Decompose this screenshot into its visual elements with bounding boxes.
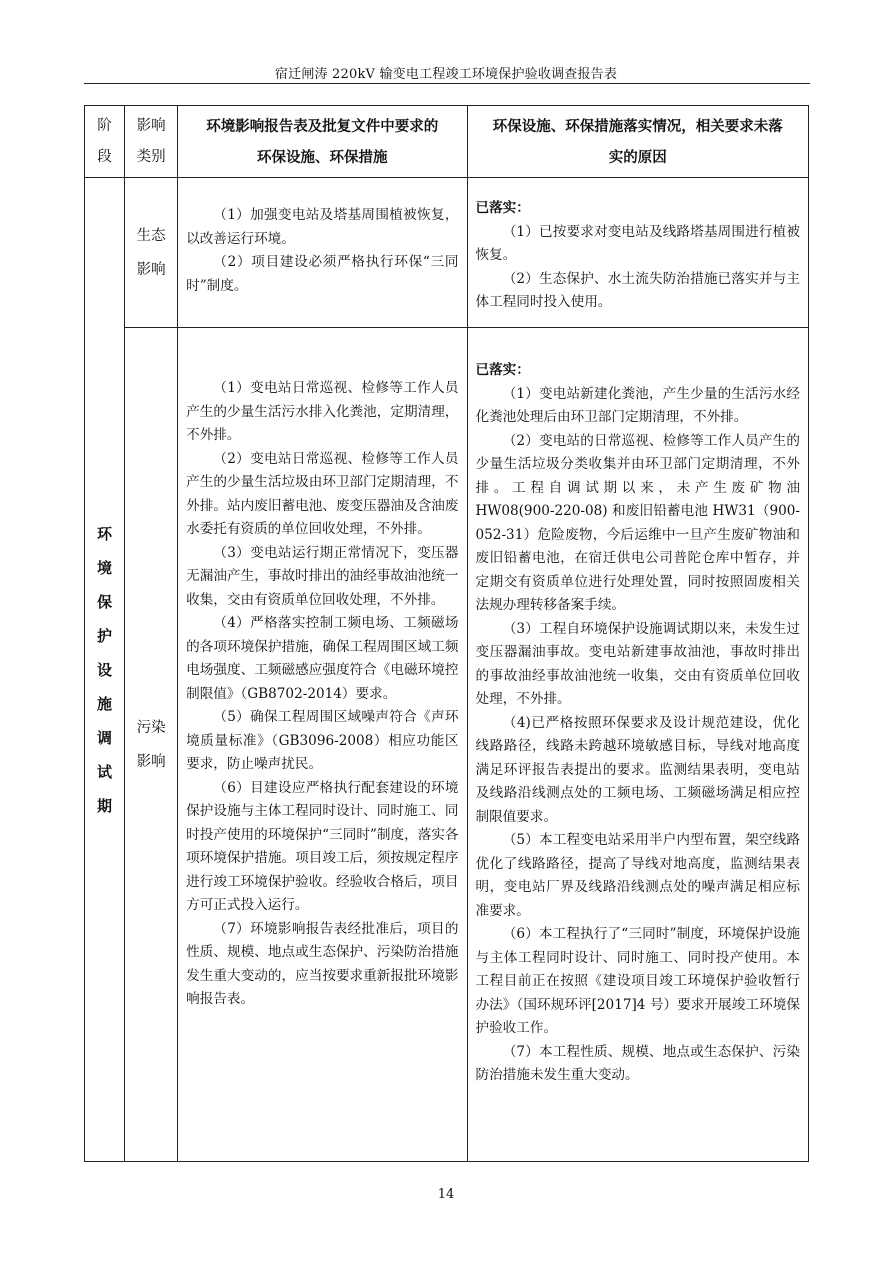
requirement-item: （3）变电站运行期正常情况下，变压器无漏油产生，事故时排出的油经事故油池统一收集，交由有资质单位回收处理，不外排。 (186, 544, 459, 608)
requirement-item: （4）严格落实控制工频电场、工频磁场的各项环境保护措施，确保工程周围区域工频电场强度、工频磁感应强度符合《电磁环境控制限值》（GB8702-2014）要求。 (186, 615, 459, 702)
header-requirements: 环境影响报告表及批复文件中要求的 环保设施、环保措施 (178, 106, 467, 178)
page-number: 14 (437, 1187, 455, 1202)
implementation-pollution (467, 328, 809, 1162)
header-category: 影响 类别 (125, 106, 178, 178)
table-header-row (85, 106, 809, 178)
requirement-item: （1）变电站日常巡视、检修等工作人员产生的少量生活污水排入化粪池，定期清理，不外排。 (186, 380, 459, 443)
requirement-item: （6）目建设应严格执行配套建设的环境保护设施与主体工程同时设计、同时施工、同时投产使用的环境保护“三同时”制度，落实各项环境保护措施。项目竣工后，须按规定程序进行竣工环境保护验收。经验收合格后，项目方可正式投入运行。 (186, 779, 459, 913)
implementation-item: （1）已按要求对变电站及线路塔基周围进行植被恢复。 (475, 223, 800, 263)
requirements-pollution (178, 328, 467, 1162)
requirement-item: （7）环境影响报告表经批准后，项目的性质、规模、地点或生态保护、污染防治措施发生重大变动的，应当按要求重新报批环境影响报告表。 (186, 920, 459, 1007)
status-label: 已落实： (475, 200, 530, 216)
requirement-item: （5）确保工程周围区域噪声符合《声环境质量标准》（GB3096-2008）相应功能区要求，防止噪声扰民。 (186, 709, 459, 772)
implementation-item: （2）生态保护、水土流失防治措施已落实并与主体工程同时投入使用。 (475, 270, 800, 310)
implementation-item: （6）本工程执行了“三同时”制度，环境保护设施与主体工程同时设计、同时施工、同时投产使用。本工程目前正在按照《建设项目竣工环境保护验收暂行办法》（国环规环评[2017]4 号）要求开展竣工环境保护验收工作。 (475, 926, 800, 1036)
acceptance-table (84, 105, 809, 1162)
implementation-item: （4)已严格按照环保要求及设计规范建设，优化线路路径，线路未跨越环境敏感目标，导线对地高度满足环评报告表提出的要求。监测结果表明，变电站及线路沿线测点处的工频电场、工频磁场满足相应控制限值要求。 (475, 714, 800, 825)
implementation-item: （5）本工程变电站采用半户内型布置，架空线路优化了线路路径，提高了导线对地高度，监测结果表明，变电站厂界及线路沿线测点处的噪声满足相应标准要求。 (475, 832, 800, 919)
implementation-item: （2）变电站的日常巡视、检修等工作人员产生的少量生活垃圾分类收集并由环卫部门定期清理，不外排。工程自调试期以来，未产生废矿物油 HW08(900-220-08) 和废旧铅蓄电池 HW31（900-052-31）危险废物，今后运维中一旦产生废矿物油和废旧铅蓄电池，在宿迁供电公司普陀仓库中暂存，并定期交有资质单位进行处理处置，同时按照固废相关法规办理转移备案手续。 (475, 432, 800, 613)
requirement-item: （2）项目建设必须严格执行环保“三同时”制度。 (186, 254, 459, 294)
status-label: 已落实： (475, 362, 530, 378)
implementation-item: （7）本工程性质、规模、地点或生态保护、污染防治措施未发生重大变动。 (475, 1043, 800, 1083)
implementation-item: （1）变电站新建化粪池，产生少量的生活污水经化粪池处理后由环卫部门定期清理，不外排。 (475, 385, 800, 425)
category-ecology: 生态 影响 (125, 178, 178, 328)
implementation-ecology (467, 178, 809, 328)
requirement-item: （2）变电站日常巡视、检修等工作人员产生的少量生活垃圾由环卫部门定期清理，不外排。站内废旧蓄电池、废变压器油及含油废水委托有资质的单位回收处理，不外排。 (186, 450, 459, 537)
header-implementation: 环保设施、环保措施落实情况，相关要求未落 实的原因 (467, 106, 809, 178)
stage-label: 环 境 保 护 设 施 调 试 期 (85, 178, 125, 1162)
header-stage: 阶 段 (85, 106, 125, 178)
header-divider (84, 83, 810, 84)
category-pollution: 污染 影响 (125, 328, 178, 1162)
requirement-item: （1）加强变电站及塔基周围植被恢复，以改善运行环境。 (186, 207, 459, 247)
requirements-ecology (178, 178, 467, 328)
implementation-item: （3）工程自环境保护设施调试期以来，未发生过变压器漏油事故。变电站新建事故油池，事故时排出的事故油经事故油池统一收集，交由有资质单位回收处理，不外排。 (475, 620, 800, 707)
page-header-title: 宿迁闸涛 220kV 输变电工程竣工环境保护验收调查报告表 (274, 67, 618, 82)
table-row (85, 178, 809, 328)
table-row (85, 328, 809, 1162)
